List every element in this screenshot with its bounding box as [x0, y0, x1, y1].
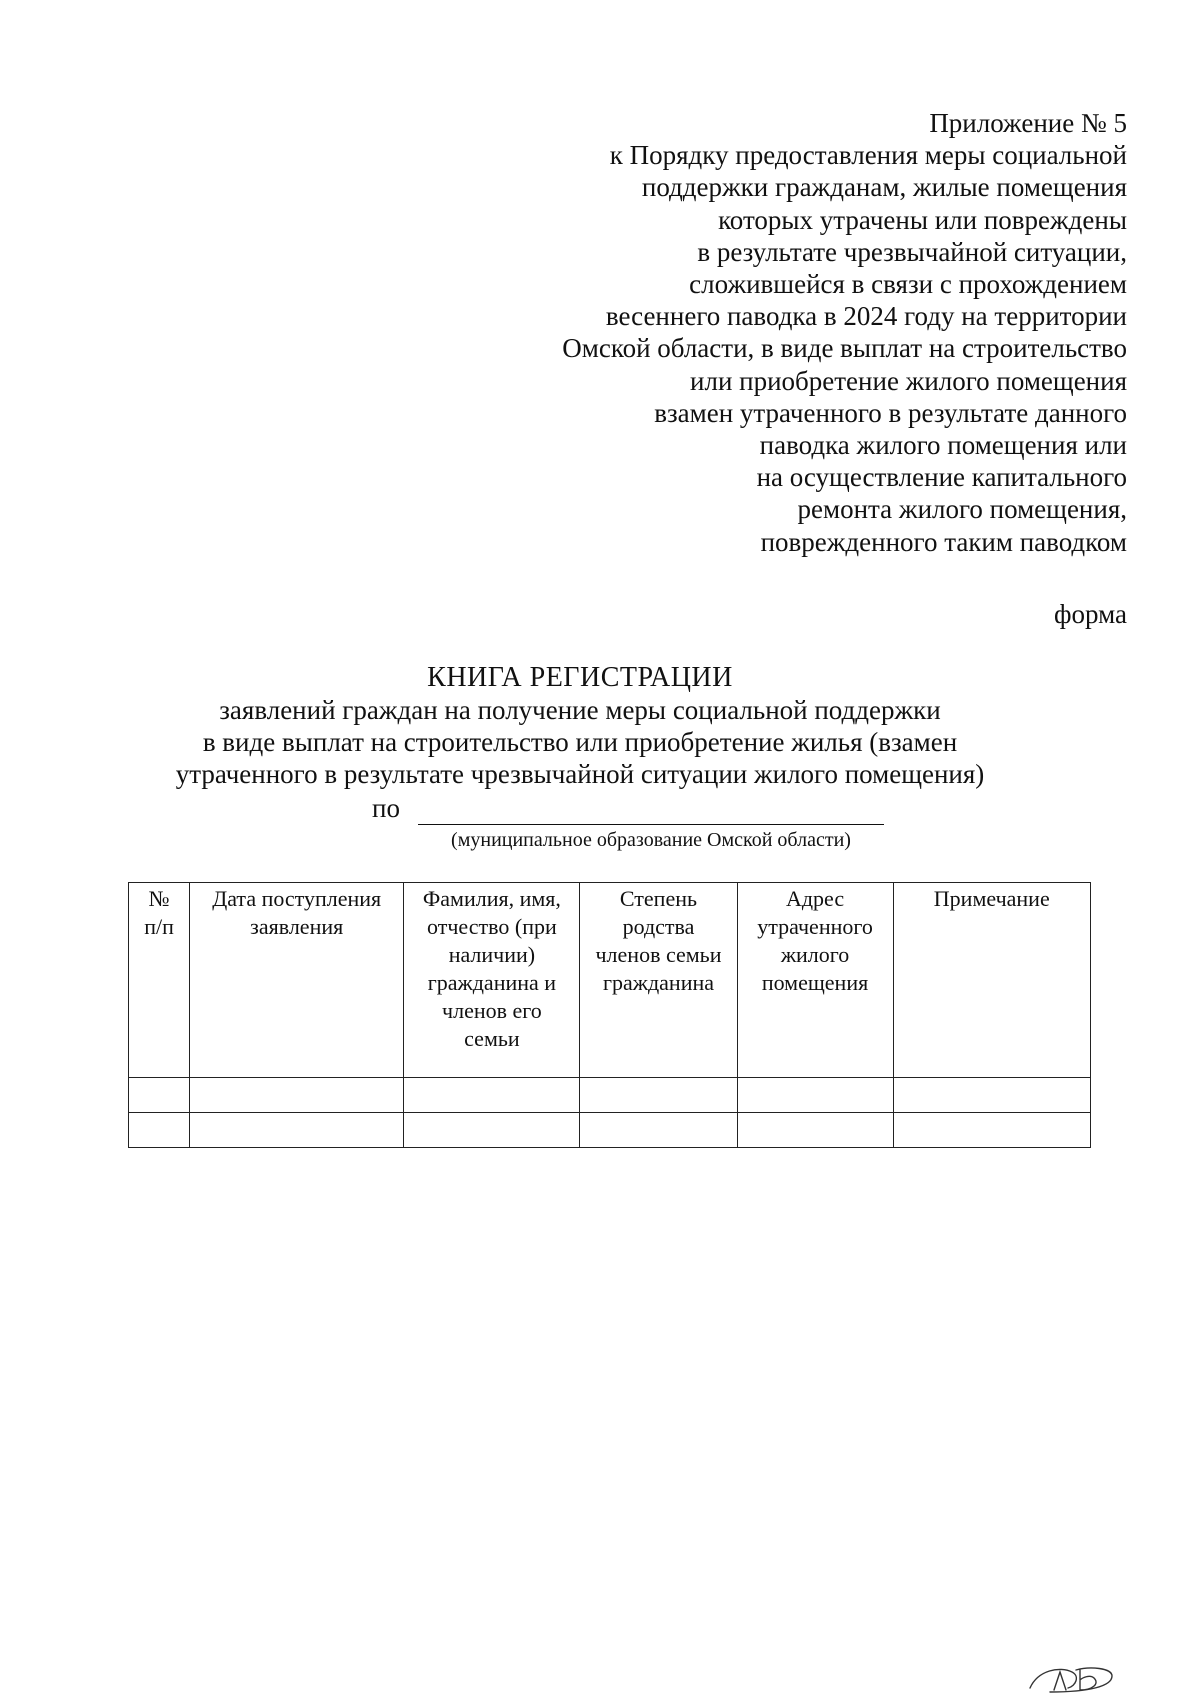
form-label: форма	[1054, 599, 1127, 629]
title-heading: КНИГА РЕГИСТРАЦИИ	[427, 662, 733, 693]
appendix-line: которых утрачены или повреждены	[718, 204, 1127, 235]
header-line: семьи	[464, 1026, 520, 1051]
header-line: Фамилия, имя,	[422, 886, 561, 911]
header-line: Дата поступления	[212, 886, 382, 911]
table-header-row	[129, 883, 1091, 1078]
table-cell[interactable]	[190, 1078, 404, 1113]
header-line: отчество (при	[427, 914, 557, 939]
header-line: помещения	[761, 970, 869, 995]
table-cell[interactable]	[190, 1113, 404, 1148]
appendix-line: весеннего паводка в 2024 году на территории	[605, 301, 1127, 332]
appendix-line: Приложение № 5	[929, 108, 1127, 138]
appendix-line: сложившейся в связи с прохождением	[689, 269, 1127, 300]
header-line: Адрес	[785, 886, 845, 911]
table-row	[129, 1078, 1091, 1113]
appendix-line: в результате чрезвычайной ситуации,	[697, 236, 1127, 267]
po-label: по	[372, 793, 400, 823]
table-cell[interactable]	[737, 1113, 893, 1148]
appendix-line: на осуществление капитального	[756, 462, 1127, 493]
appendix-reference	[487, 107, 1127, 558]
appendix-line: поддержки гражданам, жилые помещения	[641, 172, 1127, 203]
appendix-line: к Порядку предоставления меры социальной	[609, 140, 1127, 171]
appendix-line: поврежденного таким паводком	[760, 526, 1127, 557]
table-cell[interactable]	[893, 1078, 1090, 1113]
title-line: заявлений граждан на получение меры социальной поддержки	[219, 695, 941, 725]
registration-table	[128, 882, 1091, 1148]
header-line: членов семьи	[595, 942, 722, 967]
table-cell[interactable]	[737, 1078, 893, 1113]
table-row	[129, 1113, 1091, 1148]
header-note	[893, 883, 1090, 1078]
appendix-line: Омской области, в виде выплат на строительство	[562, 333, 1127, 364]
appendix-line: ремонта жилого помещения,	[797, 494, 1127, 525]
table-cell[interactable]	[580, 1078, 737, 1113]
title-line: утраченного в результате чрезвычайной ситуации жилого помещения)	[175, 759, 985, 789]
document-title	[130, 662, 1030, 790]
header-line: жилого	[780, 942, 850, 967]
title-line: в виде выплат на строительство или приобретение жилья (взамен	[202, 727, 958, 757]
header-full-name	[404, 883, 580, 1078]
header-line: гражданина и	[427, 970, 557, 995]
header-line: п/п	[144, 914, 174, 939]
header-line: заявления	[250, 914, 344, 939]
table-cell[interactable]	[404, 1078, 580, 1113]
appendix-line: паводка жилого помещения или	[759, 430, 1127, 461]
table-cell[interactable]	[129, 1078, 190, 1113]
table-cell[interactable]	[129, 1113, 190, 1148]
header-number	[129, 883, 190, 1078]
municipality-blank-line[interactable]	[418, 824, 884, 825]
header-line: гражданина	[602, 970, 714, 995]
header-line: членов его	[442, 998, 542, 1023]
header-date	[190, 883, 404, 1078]
table-cell[interactable]	[580, 1113, 737, 1148]
municipality-caption: (муниципальное образование Омской области)	[451, 829, 851, 851]
header-line: Степень	[619, 886, 698, 911]
table-cell[interactable]	[404, 1113, 580, 1148]
table-cell[interactable]	[893, 1113, 1090, 1148]
header-line: №	[148, 886, 170, 911]
header-line: Примечание	[933, 886, 1050, 911]
appendix-line: или приобретение жилого помещения	[690, 365, 1127, 396]
header-line: родства	[622, 914, 695, 939]
header-kinship	[580, 883, 737, 1078]
appendix-line: взамен утраченного в результате данного	[654, 397, 1127, 428]
header-address	[737, 883, 893, 1078]
header-line: утраченного	[757, 914, 873, 939]
header-line: наличии)	[448, 942, 536, 967]
signature-mark-icon	[1020, 1660, 1120, 1696]
